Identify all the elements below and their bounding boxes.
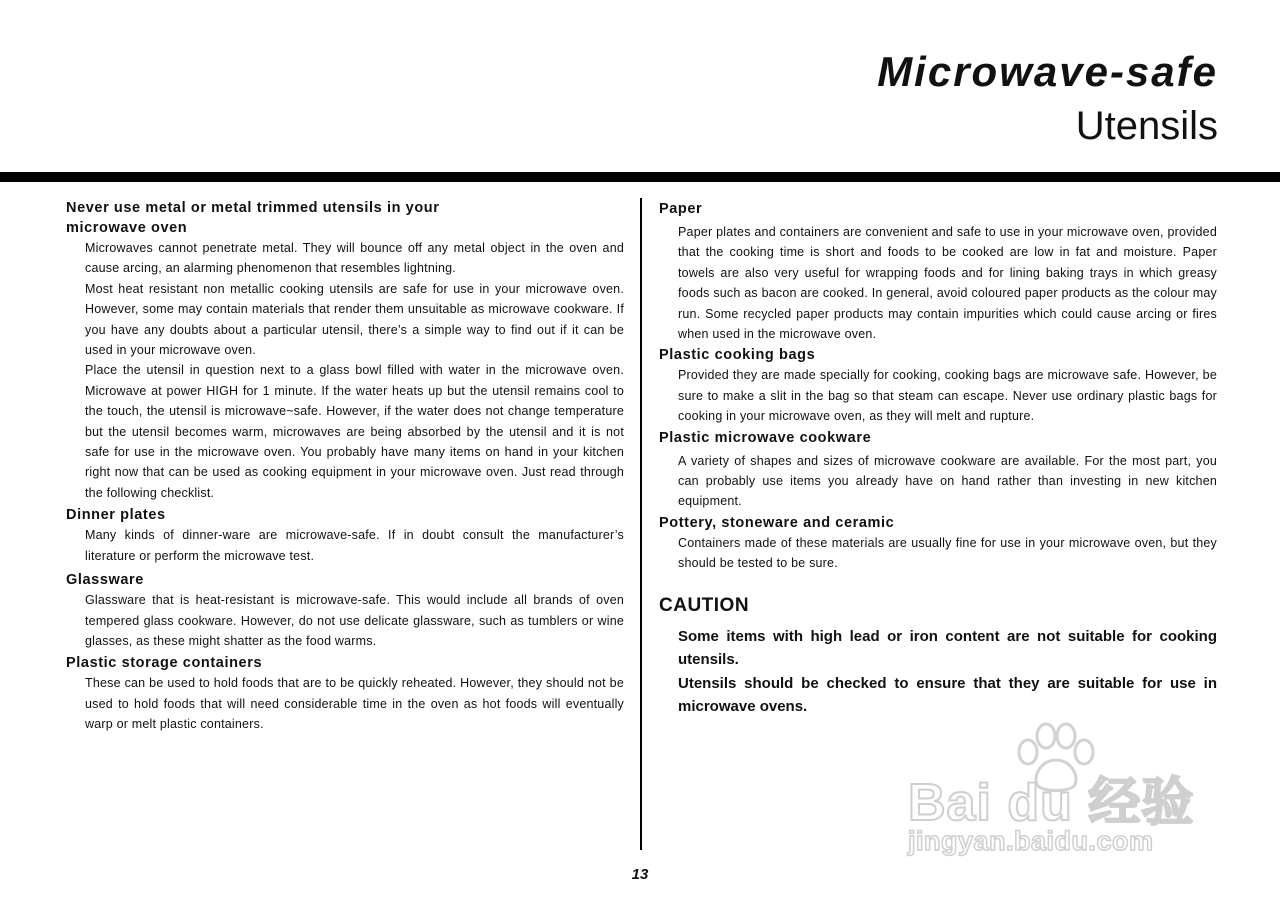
section-text: Glassware that is heat-resistant is microwave-safe. This would include all brands of oven tempered glass cookware. However, do not use delicate glassware, such as tumblers or wine glasses, as these might shatter as the food warms. [85, 593, 624, 648]
section-heading: Glassware [66, 572, 144, 589]
section-plastic-bags [659, 345, 1217, 426]
page-subtitle: Utensils [1075, 104, 1218, 148]
section-heading: Never use metal or metal trimmed utensils in your microwave oven [66, 200, 440, 236]
section-text: Containers made of these materials are usually fine for use in your microwave oven, but they should be tested to be sure. [678, 535, 1217, 571]
section-heading: Pottery, stoneware and ceramic [659, 514, 895, 531]
section-text: A variety of shapes and sizes of microwave cookware are available. For the most part, you can probably use items you already have on hand rather than investing in new kitchen equipment. [678, 453, 1217, 509]
section-heading: Plastic cooking bags [659, 347, 816, 364]
watermark-logo: Bai du 经验 [908, 774, 1195, 832]
section-plastic-cookware [659, 428, 1217, 512]
page-number: 13 [631, 866, 649, 883]
section-text: Many kinds of dinner-ware are microwave-safe. If in doubt consult the manufacturer’s literature or perform the microwave test. [85, 528, 624, 563]
section-paper [659, 199, 1217, 344]
section-text: Place the utensil in question next to a glass bowl filled with water in the microwave oven. Microwave at power HIGH for 1 minute. If the water heats up but the utensil remains cool to the touch, the utensil is microwave~safe. However, if the water does not change temperature but the utensil becomes warm, microwaves are being absorbed by the utensil and it is not safe for use in the microwave oven. You probably have many items on hand in your kitchen right now that can be used as cooking equipment in your microwave oven. Just read through the following checklist. [85, 363, 624, 500]
caution-text: Utensils should be checked to ensure that they are suitable for use in microwave ovens. [678, 674, 1217, 716]
section-heading: Paper [659, 201, 703, 217]
section-glassware [66, 570, 624, 651]
left-column [66, 198, 624, 735]
column-divider [640, 198, 642, 850]
section-heading: Plastic microwave cookware [659, 429, 872, 446]
baidu-watermark [900, 722, 1210, 872]
section-metal-warning [66, 198, 624, 503]
section-text: Microwaves cannot penetrate metal. They will bounce off any metal object in the oven and cause arcing, an alarming phenomenon that resembles lightning. [85, 241, 624, 276]
caution-heading: CAUTION [659, 594, 750, 616]
page-title: Microwave-safe [877, 48, 1218, 95]
section-text: Paper plates and containers are convenient and safe to use in your microwave oven, provided that the cooking time is short and foods to be cooked are low in fat and moisture. Paper towels are also very useful for wrapping foods and for lining baking trays in which greasy foods such as bacon are cooked. In general, avoid coloured paper products as the colour may run. Some recycled paper products may contain impurities which could cause arcing or fires when used in the microwave oven. [678, 225, 1217, 342]
header-rule [0, 172, 1280, 182]
section-dinner-plates [66, 505, 624, 566]
watermark-url: jingyan.baidu.com [908, 826, 1154, 856]
section-text: These can be used to hold foods that are to be quickly reheated. However, they should not be used to hold foods that will need considerable time in the oven as hot foods will eventually warp or melt plastic containers. [85, 676, 624, 732]
section-heading: Plastic storage containers [66, 655, 263, 672]
section-text: Most heat resistant non metallic cooking utensils are safe for use in your microwave oven. However, some may contain materials that render them unsuitable as microwave cookware. If you have any doubts about a particular utensil, there’s a simple way to find out if it can be used in your microwave oven. [85, 281, 624, 358]
caution-text: Some items with high lead or iron content are not suitable for cooking utensils. [678, 627, 1217, 669]
page-header [877, 44, 1218, 152]
section-pottery [659, 513, 1217, 574]
section-heading: Dinner plates [66, 507, 166, 524]
section-plastic-storage [66, 653, 624, 734]
caution-block [659, 595, 1217, 719]
right-column [659, 198, 1217, 719]
section-text: Provided they are made specially for cooking, cooking bags are microwave safe. However, be sure to make a slit in the bag so that steam can escape. Never use ordinary plastic bags for cooking in your microwave oven, as they will melt and rupture. [678, 368, 1217, 424]
